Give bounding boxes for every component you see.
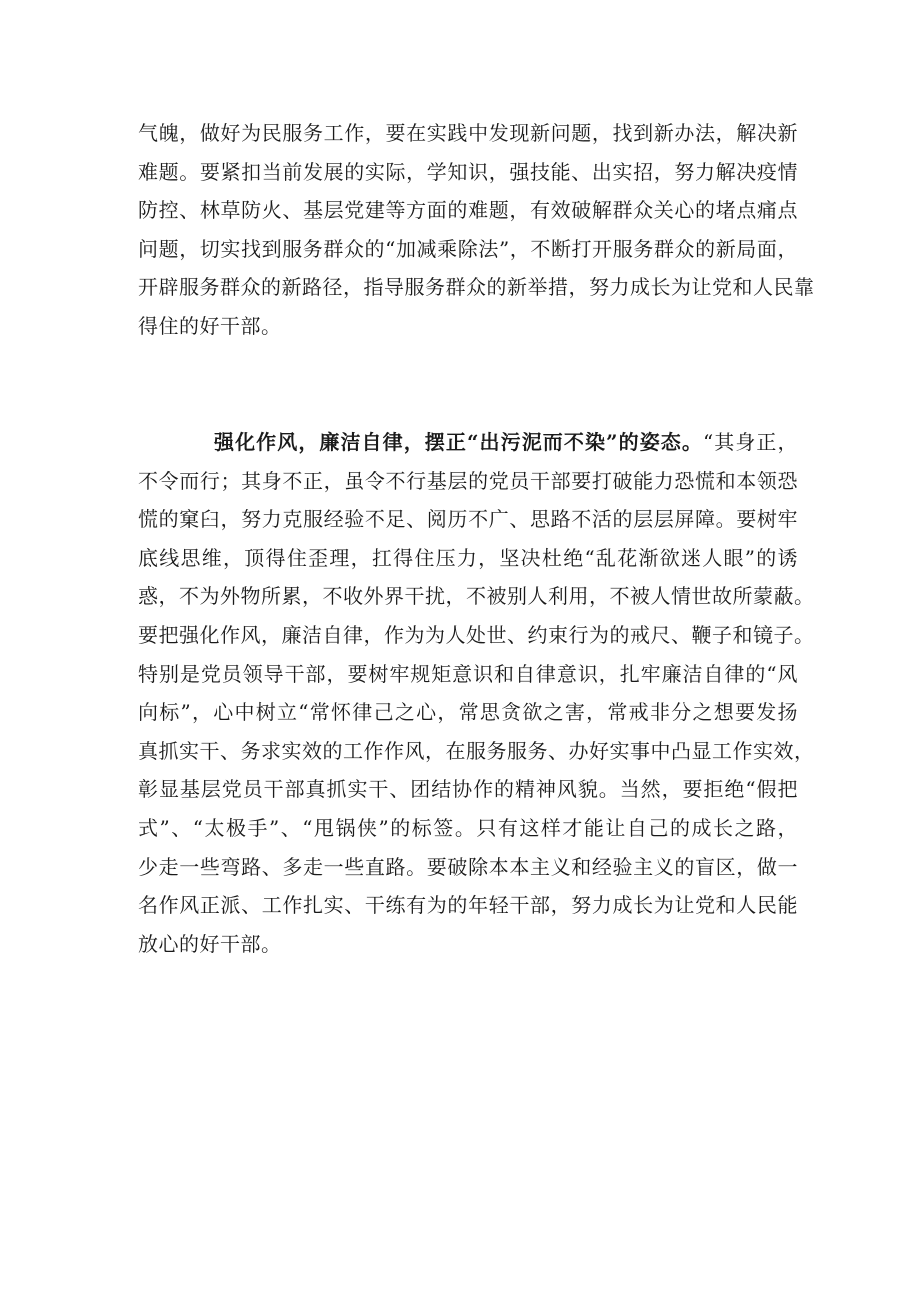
paragraph-line: 开辟服务群众的新路径，指导服务群众的新举措，努力成长为让党和人民靠 — [138, 275, 815, 300]
paragraph-line: 防控、林草防火、基层党建等方面的难题，有效破解群众关心的堵点痛点 — [138, 198, 798, 223]
paragraph-line: 要把强化作风，廉洁自律，作为为人处世、约束行为的戒尺、鞭子和镜子。 — [138, 622, 815, 647]
paragraph-line: 得住的好干部。 — [138, 313, 282, 338]
paragraph-line: 慌的窠臼，努力克服经验不足、阅历不广、思路不活的层层屏障。要树牢 — [138, 507, 798, 532]
paragraph-line: 放心的好干部。 — [138, 931, 282, 956]
paragraph-line: 名作风正派、工作扎实、干练有为的年轻干部，努力成长为让党和人民能 — [138, 893, 798, 918]
paragraph-line: 问题，切实找到服务群众的“加减乘除法”，不断打开服务群众的新局面， — [138, 236, 798, 261]
paragraph-line: 真抓实干、务求实效的工作作风，在服务服务、办好实事中凸显工作实效， — [138, 738, 815, 763]
paragraph-line: 惑，不为外物所累，不收外界干扰，不被别人利用，不被人情世故所蒙蔽。 — [138, 584, 815, 609]
paragraph-line: 底线思维，顶得住歪理，扛得住压力，坚决杜绝“乱花渐欲迷人眼”的诱 — [138, 545, 798, 570]
paragraph-line: 特别是党员领导干部，要树牢规矩意识和自律意识，扎牢廉洁自律的“风 — [138, 661, 798, 686]
paragraph-text: “其身正， — [702, 430, 798, 454]
paragraph-1 — [138, 114, 815, 346]
paragraph-line: 彰显基层党员干部真抓实干、团结协作的精神风貌。当然，要拒绝“假把 — [138, 777, 798, 802]
paragraph-heading: 强化作风，廉洁自律，摆正“出污泥而不染”的姿态。 — [214, 430, 703, 454]
paragraph-line: 气魄，做好为民服务工作，要在实践中发现新问题，找到新办法，解决新 — [138, 121, 798, 145]
paragraph-line: 不令而行；其身不正，虽令不行基层的党员干部要打破能力恐慌和本领恐 — [138, 468, 798, 493]
paragraph-first-line — [138, 423, 798, 462]
paragraph-2 — [138, 423, 815, 963]
paragraph-line: 式”、“太极手”、“甩锅侠”的标签。只有这样才能让自己的成长之路， — [138, 815, 798, 840]
paragraph-line: 向标”，心中树立“常怀律己之心，常思贪欲之害，常戒非分之想要发扬 — [138, 700, 798, 725]
paragraph-line: 少走一些弯路、多走一些直路。要破除本本主义和经验主义的盲区，做一 — [138, 854, 798, 879]
paragraph-line: 难题。要紧扣当前发展的实际，学知识，强技能、出实招，努力解决疫情 — [138, 159, 798, 184]
